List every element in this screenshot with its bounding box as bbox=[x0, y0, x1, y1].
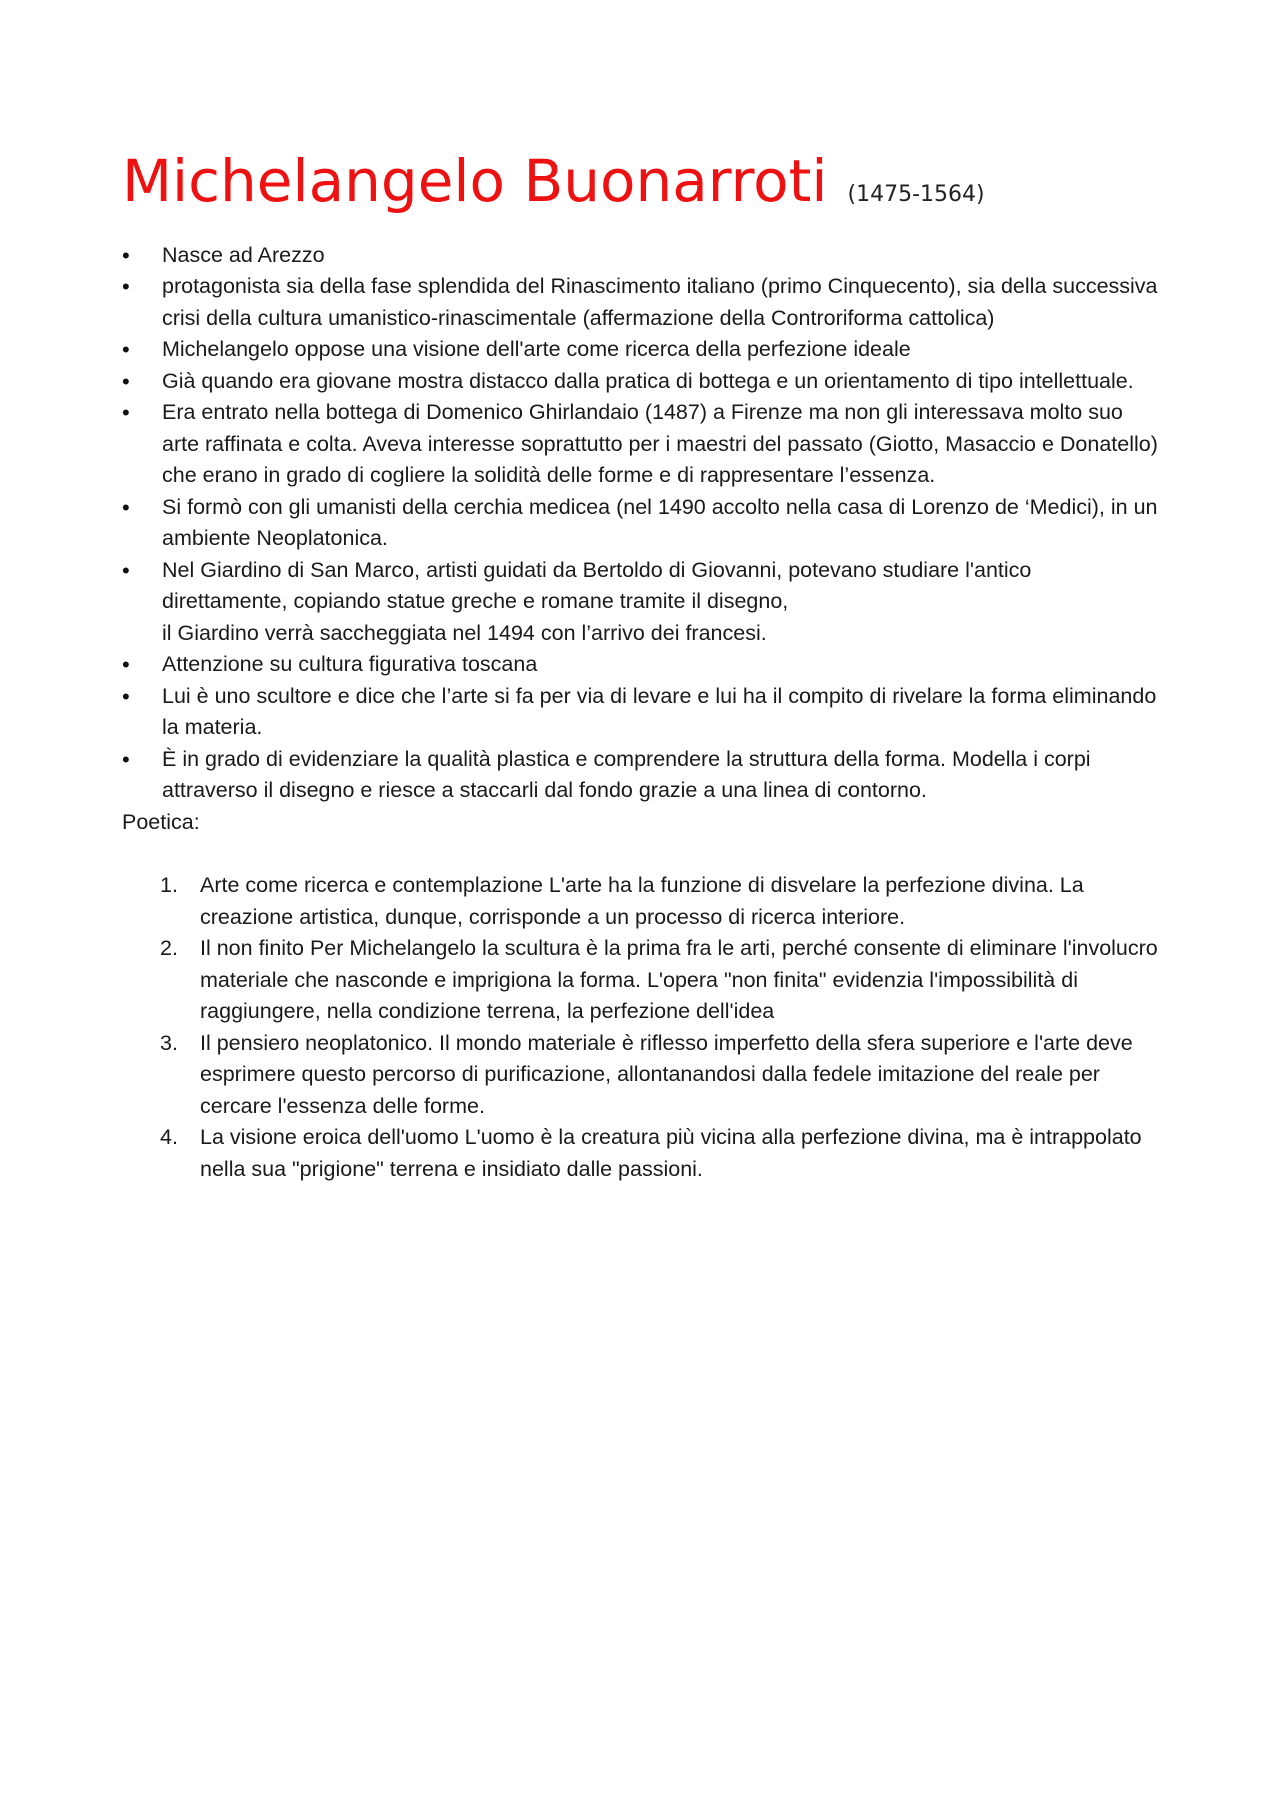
giardino-line-1: Nel Giardino di San Marco, artisti guidati da Bertoldo di Giovanni, potevano studiare l'antico direttamente, copiando statue greche e romane tramite il disegno, bbox=[162, 557, 1032, 614]
numbered-item bbox=[122, 1122, 1162, 1185]
life-dates: (1475-1564) bbox=[847, 182, 985, 207]
poetica-list bbox=[122, 870, 1162, 1185]
item-text: Arte come ricerca e contemplazione L'arte ha la funzione di disvelare la perfezione divina. La creazione artistica, dunque, corrisponde a un processo di ricerca interiore. bbox=[200, 873, 1084, 929]
list-item: • Lui è uno scultore e dice che l’arte si fa per via di levare e lui ha il compito di rivelare la forma eliminando la materia. bbox=[122, 681, 1162, 744]
list-item: • È in grado di evidenziare la qualità plastica e comprendere la struttura della forma. Modella i corpi attraverso il disegno e riesce a staccarli dal fondo grazie a una linea di contorno. bbox=[122, 744, 1162, 807]
list-item: • Era entrato nella bottega di Domenico Ghirlandaio (1487) a Firenze ma non gli interessava molto suo arte raffinata e colta. Aveva interesse soprattutto per i maestri del passato (Giotto, Masaccio e Donatello) che erano in grado di cogliere la solidità delle forme e di rappresentare l’essenza. bbox=[122, 397, 1162, 492]
item-text: Il non finito Per Michelangelo la scultura è la prima fra le arti, perché consente di eliminare l'involucro materiale che nasconde e imprigiona la forma. L'opera "non finita" evidenzia l'impossibilità di raggiungere, nella condizione terrena, la perfezione dell'idea bbox=[200, 936, 1158, 1024]
item-number: 1. bbox=[160, 873, 178, 898]
poetica-label: Poetica: bbox=[122, 809, 200, 834]
bullet-list bbox=[122, 240, 1162, 807]
list-item-giardino bbox=[122, 555, 1162, 650]
list-item: • Michelangelo oppose una visione dell'arte come ricerca della perfezione ideale bbox=[122, 334, 1162, 366]
item-number: 3. bbox=[160, 1030, 178, 1055]
item-number: 4. bbox=[160, 1125, 178, 1150]
item-number: 2. bbox=[160, 936, 178, 961]
giardino-line-2: il Giardino verrà saccheggiata nel 1494 con l’arrivo dei francesi. bbox=[162, 620, 767, 645]
item-text: La visione eroica dell'uomo L'uomo è la creatura più vicina alla perfezione divina, ma è intrappolato nella sua "prigione" terrena e insidiato dalle passioni. bbox=[200, 1125, 1142, 1181]
list-item: • Attenzione su cultura figurativa toscana bbox=[122, 649, 1162, 681]
list-item: • Nasce ad Arezzo bbox=[122, 240, 1162, 272]
numbered-item bbox=[122, 870, 1162, 933]
numbered-item bbox=[122, 1028, 1162, 1123]
item-text: Il pensiero neoplatonico. Il mondo materiale è riflesso imperfetto della sfera superiore e l'arte deve esprimere questo percorso di purificazione, allontanandosi dalla fedele imitazione del reale per cercare l'essenza delle forme. bbox=[200, 1030, 1133, 1118]
list-item: • Si formò con gli umanisti della cerchia medicea (nel 1490 accolto nella casa di Lorenzo de ‘Medici), in un ambiente Neoplatonica. bbox=[122, 492, 1162, 555]
page-title: Michelangelo Buonarroti bbox=[122, 147, 828, 215]
numbered-item bbox=[122, 933, 1162, 1028]
list-item: • protagonista sia della fase splendida del Rinascimento italiano (primo Cinquecento), sia della successiva crisi della cultura umanistico-rinascimentale (affermazione della Controriforma cattolica) bbox=[122, 271, 1162, 334]
document-page bbox=[122, 147, 1162, 1185]
list-item: • Già quando era giovane mostra distacco dalla pratica di bottega e un orientamento di tipo intellettuale. bbox=[122, 366, 1162, 398]
title-row bbox=[122, 147, 1162, 215]
